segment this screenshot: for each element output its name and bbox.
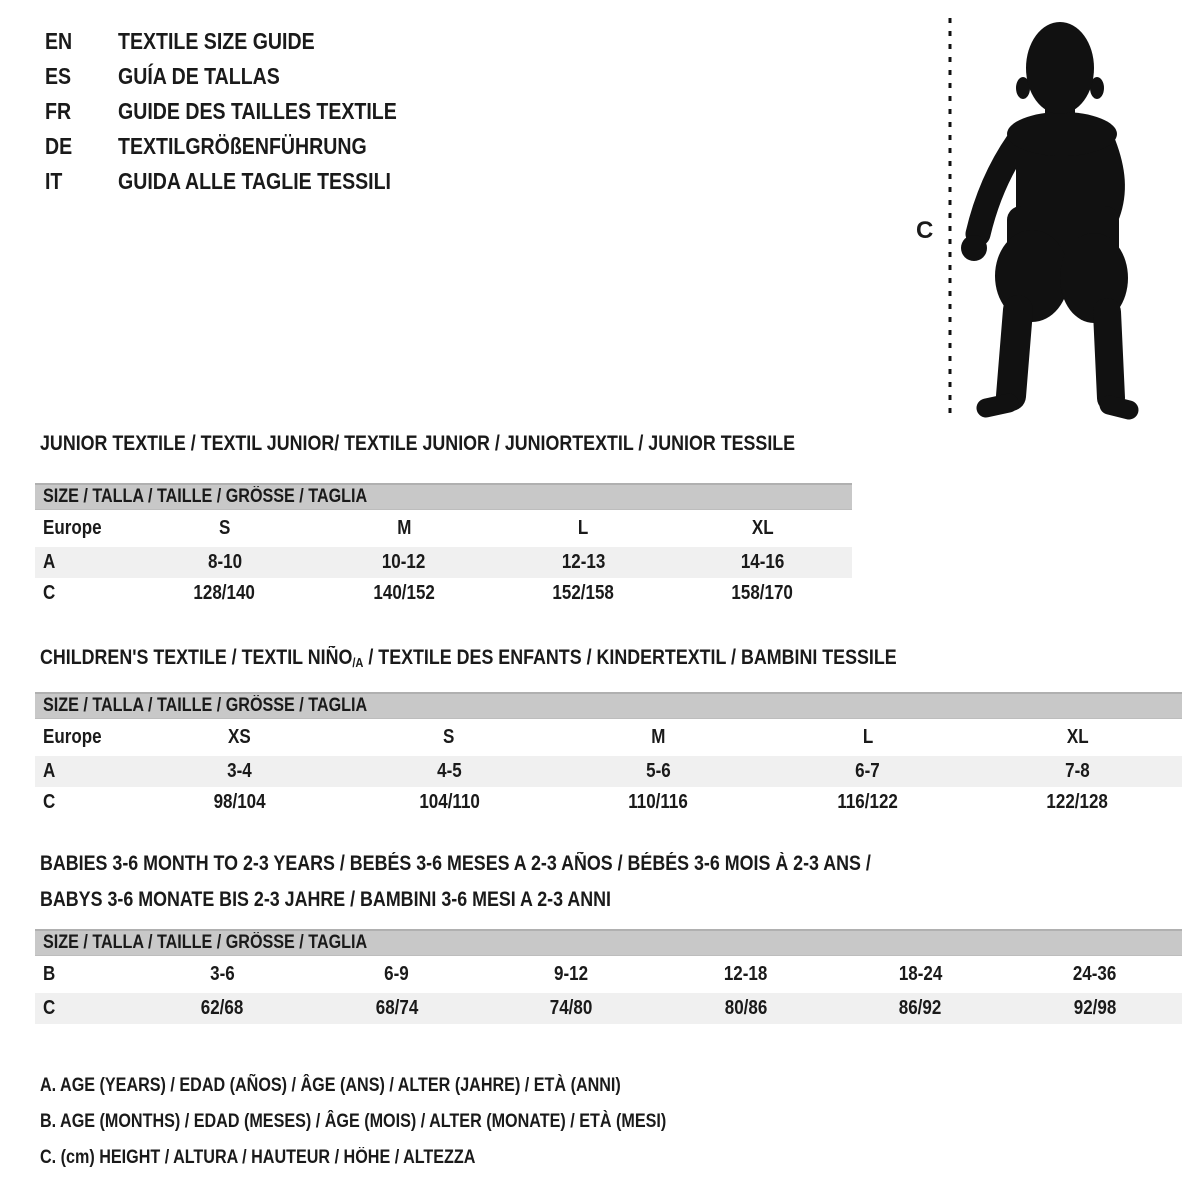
junior-height-row — [35, 578, 852, 609]
junior-age-row — [35, 547, 852, 578]
age-cell: 4-5 — [436, 760, 462, 782]
age-cell: 6-7 — [855, 760, 881, 782]
junior-size-table — [35, 483, 852, 609]
size-cell: M — [651, 726, 666, 748]
lang-code: ES — [45, 63, 72, 89]
lang-row-fr — [45, 94, 446, 129]
row-label: C — [43, 791, 56, 813]
lang-title: GUIDE DES TAILLES TEXTILE — [118, 98, 397, 124]
months-cell: 6-9 — [384, 963, 410, 985]
size-cell: L — [577, 517, 589, 539]
lang-title: TEXTILGRÖßENFÜHRUNG — [118, 133, 367, 159]
lang-title: GUÍA DE TALLAS — [118, 63, 280, 89]
age-cell: 10-12 — [382, 551, 426, 573]
height-cell: 68/74 — [375, 997, 419, 1019]
height-cell: 116/122 — [837, 791, 899, 813]
lang-row-en — [45, 24, 446, 59]
region-label: Europe — [43, 726, 102, 748]
toddler-silhouette-icon — [961, 22, 1129, 410]
age-cell: 5-6 — [646, 760, 671, 782]
lang-code: EN — [45, 28, 73, 54]
legend-line-c: C. (cm) HEIGHT / ALTURA / HAUTEUR / HÖHE / ALTEZZA — [40, 1147, 476, 1168]
babies-height-row — [35, 993, 1182, 1024]
lang-title: TEXTILE SIZE GUIDE — [118, 28, 315, 54]
lang-code: IT — [45, 168, 63, 194]
children-size-table — [35, 692, 1182, 818]
age-cell: 14-16 — [740, 551, 785, 573]
height-cell: 140/152 — [373, 582, 435, 604]
size-cell: S — [443, 726, 455, 748]
lang-row-es — [45, 59, 446, 94]
region-label: Europe — [43, 517, 102, 539]
size-cell: L — [862, 726, 874, 748]
size-cell: S — [218, 517, 231, 539]
height-cell: 62/68 — [200, 997, 244, 1019]
language-title-list — [45, 24, 446, 199]
junior-size-row — [35, 510, 852, 547]
legend-line-a: A. AGE (YEARS) / EDAD (AÑOS) / ÂGE (ANS) / ALTER (JAHRE) / ETÀ (ANNI) — [40, 1075, 621, 1096]
legend-line-b: B. AGE (MONTHS) / EDAD (MESES) / ÂGE (MOIS) / ALTER (MONATE) / ETÀ (MESI) — [40, 1111, 667, 1132]
height-cell: 110/116 — [628, 791, 689, 813]
age-cell: 12-13 — [561, 551, 605, 573]
lang-title: GUIDA ALLE TAGLIE TESSILI — [118, 168, 391, 194]
height-cell: 152/158 — [552, 582, 614, 604]
height-cell: 122/128 — [1046, 791, 1109, 813]
junior-section-title: JUNIOR TEXTILE / TEXTIL JUNIOR/ TEXTILE JUNIOR / JUNIORTEXTIL / JUNIOR TESSILE — [40, 432, 796, 455]
row-label: C — [43, 582, 56, 604]
row-label: B — [43, 963, 56, 985]
height-cell: 98/104 — [213, 791, 266, 813]
months-cell: 9-12 — [554, 963, 589, 985]
figure-height-label: C — [916, 217, 934, 244]
lang-code: DE — [45, 133, 73, 159]
size-cell: XL — [1066, 726, 1089, 748]
age-cell: 7-8 — [1065, 760, 1090, 782]
height-cell: 80/86 — [724, 997, 768, 1019]
row-label: A — [43, 760, 56, 782]
months-cell: 12-18 — [724, 963, 768, 985]
age-cell: 3-4 — [227, 760, 252, 782]
height-cell: 104/110 — [418, 791, 480, 813]
children-size-row — [35, 719, 1182, 756]
babies-size-table — [35, 929, 1182, 1024]
months-cell: 24-36 — [1073, 963, 1117, 985]
babies-section-title: BABIES 3-6 MONTH TO 2-3 YEARS / BEBÉS 3-6 MESES A 2-3 AÑOS / BÉBÉS 3-6 MOIS À 2-3 ANS / BABYS 3-6 MONATE BIS 2-3 JAHRE / BAMBINI 3-6 MESI A 2-3 ANNI — [40, 852, 871, 911]
babies-months-row — [35, 956, 1182, 993]
size-header-band: SIZE / TALLA / TAILLE / GRÖSSE / TAGLIA — [35, 692, 1182, 719]
size-cell: XS — [228, 726, 252, 748]
children-height-row — [35, 787, 1182, 818]
lang-row-de — [45, 129, 446, 164]
size-cell: XL — [751, 517, 774, 539]
months-cell: 18-24 — [898, 963, 942, 985]
row-label: A — [43, 551, 56, 573]
height-cell: 92/98 — [1073, 997, 1117, 1019]
lang-code: FR — [45, 98, 72, 124]
height-cell: 128/140 — [193, 582, 256, 604]
months-cell: 3-6 — [209, 963, 235, 985]
age-cell: 8-10 — [207, 551, 242, 573]
row-label: C — [43, 997, 56, 1019]
title-subscript: /A — [352, 654, 364, 670]
size-header-band: SIZE / TALLA / TAILLE / GRÖSSE / TAGLIA — [35, 929, 1182, 956]
height-cell: 158/170 — [731, 582, 794, 604]
children-age-row — [35, 756, 1182, 787]
size-cell: M — [396, 517, 411, 539]
height-cell: 74/80 — [549, 997, 593, 1019]
height-figure — [910, 10, 1150, 425]
size-header-band: SIZE / TALLA / TAILLE / GRÖSSE / TAGLIA — [35, 483, 852, 510]
children-section-title: CHILDREN'S TEXTILE / TEXTIL NIÑO/A / TEXTILE DES ENFANTS / KINDERTEXTIL / BAMBINI TESSILE — [40, 646, 897, 670]
lang-row-it — [45, 164, 446, 199]
legend — [40, 1068, 777, 1176]
height-cell: 86/92 — [898, 997, 942, 1019]
